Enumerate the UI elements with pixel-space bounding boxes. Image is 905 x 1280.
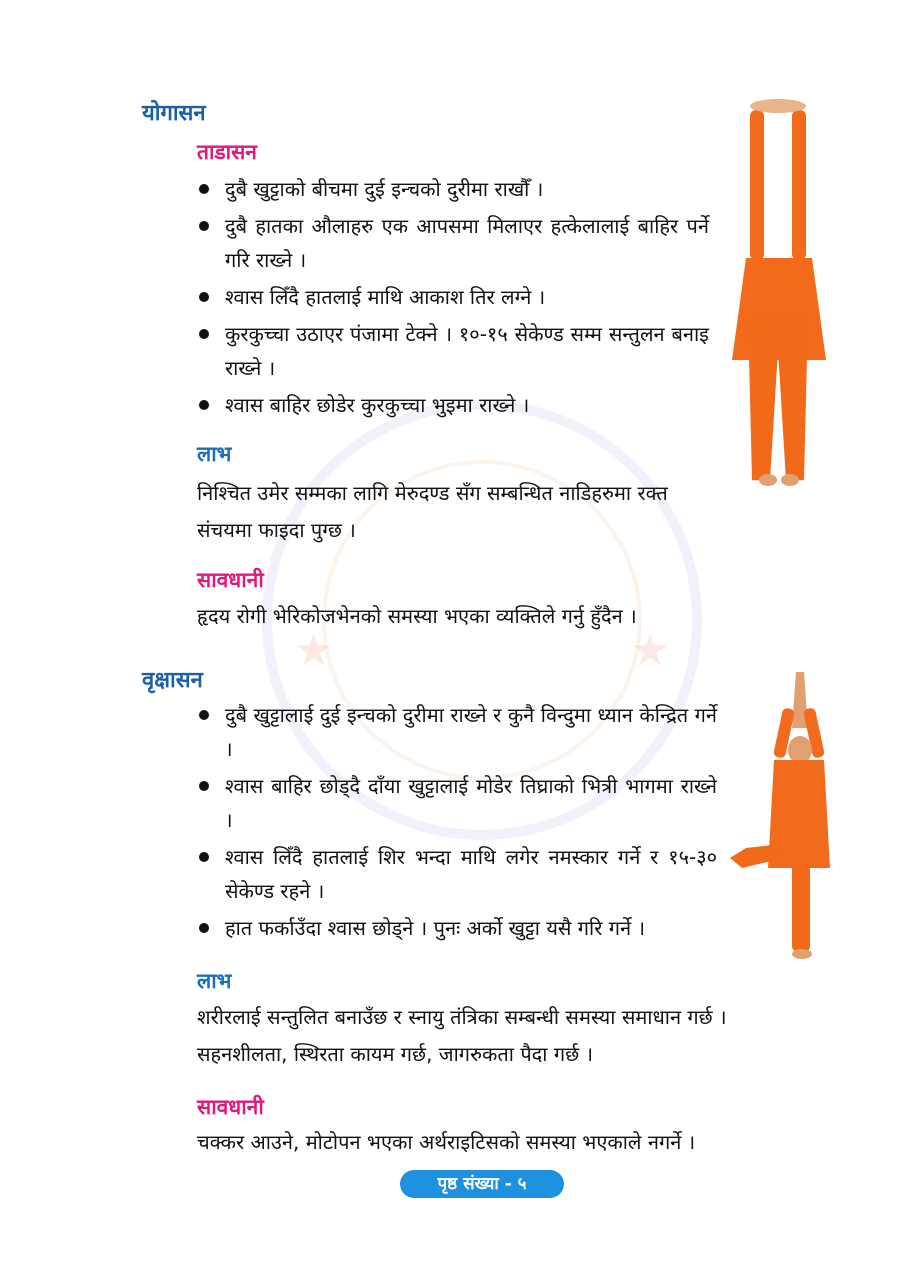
benefit-line: शरीरलाई सन्तुलित बनाउँछ र स्नायु तंत्रिका सम्बन्धी समस्या समाधान गर्छ । (197, 1005, 727, 1029)
page-number-badge: पृष्ठ संख्या - ५ (400, 1170, 564, 1198)
list-item (197, 172, 709, 206)
benefit-text (197, 999, 857, 1073)
list-item (197, 209, 709, 277)
person-vrikshasana-illustration (722, 668, 832, 960)
step-text: कुरकुच्चा उठाएर पंजामा टेक्ने । १०-१५ सेकेण्ड सम्म सन्तुलन बनाइ राख्ने । (225, 322, 709, 380)
list-item (197, 280, 709, 314)
benefit-heading: लाभ (197, 442, 232, 466)
caution-heading: सावधानी (197, 1095, 264, 1119)
benefit-heading: लाभ (197, 969, 232, 993)
step-text: श्वास लिँदै हातलाई माथि आकाश तिर लग्ने । (225, 285, 546, 309)
person-tadasana-illustration (728, 98, 828, 490)
list-item (197, 911, 717, 945)
section-title-vrikshasan: वृक्षासन (142, 668, 203, 693)
list-item (197, 317, 709, 385)
list-item (197, 769, 717, 837)
section-title-yogasan: योगासन (142, 101, 206, 126)
bullet-icon (199, 923, 209, 933)
step-text: दुबै हातका औलाहरु एक आपसमा मिलाएर हत्केलालाई बाहिर पर्ने गरि राख्ने । (225, 214, 709, 272)
bullet-icon (199, 292, 209, 302)
bullet-icon (199, 781, 209, 791)
tadasan-steps-list (197, 172, 709, 425)
list-item (197, 388, 709, 422)
benefit-line: सहनशीलता, स्थिरता कायम गर्छ, जागरुकता पैदा गर्छ । (197, 1042, 594, 1066)
list-item (197, 840, 717, 908)
bullet-icon (199, 221, 209, 231)
step-text: दुबै खुट्टाको बीचमा दुई इन्चको दुरीमा राखौँ । (225, 177, 544, 201)
vrikshasan-steps-list (197, 698, 717, 948)
caution-text: चक्कर आउने, मोटोपन भएका अर्थराइटिसको समस्या भएकाले नगर्ने । (197, 1130, 696, 1154)
step-text: दुबै खुट्टालाई दुई इन्चको दुरीमा राख्ने र कुनै विन्दुमा ध्यान केन्द्रित गर्ने । (225, 703, 717, 761)
benefit-text: निश्चित उमेर सम्मका लागि मेरुदण्ड सँग सम्बन्धित नाडिहरुमा रक्त संचयमा फाइदा पुग्छ । (197, 481, 668, 542)
caution-text: हृदय रोगी भेरिकोजभेनको समस्या भएका व्यक्तिले गर्नु हुँदैन । (197, 604, 637, 628)
pose-name-tadasan: ताडासन (197, 140, 257, 164)
list-item (197, 698, 717, 766)
caution-heading: सावधानी (197, 568, 264, 592)
bullet-icon (199, 710, 209, 720)
bullet-icon (199, 329, 209, 339)
watermark-star-icon: ★ (630, 625, 670, 676)
step-text: श्वास लिँदै हातलाई शिर भन्दा माथि लगेर नमस्कार गर्ने र १५-३० सेकेण्ड रहने । (225, 845, 717, 903)
step-text: श्वास बाहिर छोड्दै दाँया खुट्टालाई मोडेर तिघ्राको भित्री भागमा राख्ने । (225, 774, 717, 832)
step-text: श्वास बाहिर छोडेर कुरकुच्चा भुइमा राख्ने । (225, 393, 530, 417)
bullet-icon (199, 852, 209, 862)
bullet-icon (199, 184, 209, 194)
step-text: हात फर्काउँदा श्वास छोड्ने । पुनः अर्को खुट्टा यसै गरि गर्ने । (225, 916, 646, 940)
watermark-star-icon: ★ (294, 625, 334, 676)
bullet-icon (199, 400, 209, 410)
